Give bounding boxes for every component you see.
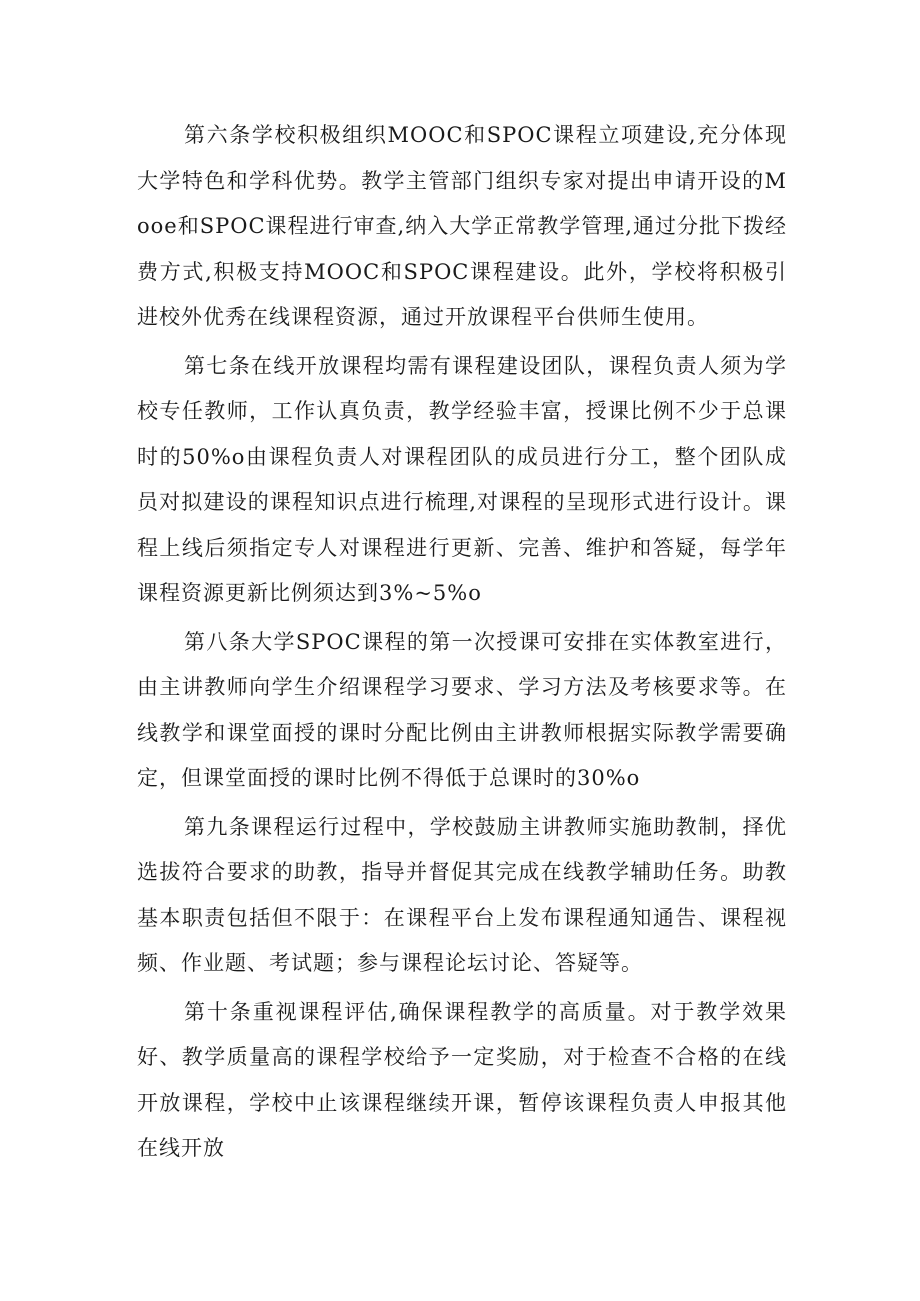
document-body xyxy=(137,113,787,1172)
paragraph-article-10: 第十条重视课程评估,确保课程教学的高质量。对于教学效果好、教学质量高的课程学校给予一定奖励，对于检查不合格的在线开放课程，学校中止该课程继续开课，暂停该课程负责人申报其他在线开放 xyxy=(137,999,787,1160)
paragraph-article-7: 第七条在线开放课程均需有课程建设团队，课程负责人须为学校专任教师，工作认真负责，教学经验丰富，授课比例不少于总课时的50%o由课程负责人对课程团队的成员进行分工，整个团队成员对拟建设的课程知识点进行梳理,对课程的呈现形式进行设计。课程上线后须指定专人对课程进行更新、完善、维护和答疑，每学年课程资源更新比例须达到3%~5%o xyxy=(137,353,787,605)
paragraph-article-8: 第八条大学SPOC课程的第一次授课可安排在实体教室进行，由主讲教师向学生介绍课程学习要求、学习方法及考核要求等。在线教学和课堂面授的课时分配比例由主讲教师根据实际教学需要确定，但课堂面授的课时比例不得低于总课时的30%o xyxy=(137,629,787,790)
paragraph-article-9: 第九条课程运行过程中，学校鼓励主讲教师实施助教制，择优选拔符合要求的助教，指导并督促其完成在线教学辅助任务。助教基本职责包括但不限于：在课程平台上发布课程通知通告、课程视频、作业题、考试题；参与课程论坛讨论、答疑等。 xyxy=(137,814,787,975)
paragraph-article-6: 第六条学校积极组织MOOC和SPOC课程立项建设,充分体现大学特色和学科优势。教学主管部门组织专家对提出申请开设的Mooe和SPOC课程进行审查,纳入大学正常教学管理,通过分批下拨经费方式,积极支持MOOC和SPOC课程建设。此外，学校将积极引进校外优秀在线课程资源，通过开放课程平台供师生使用。 xyxy=(137,123,787,329)
